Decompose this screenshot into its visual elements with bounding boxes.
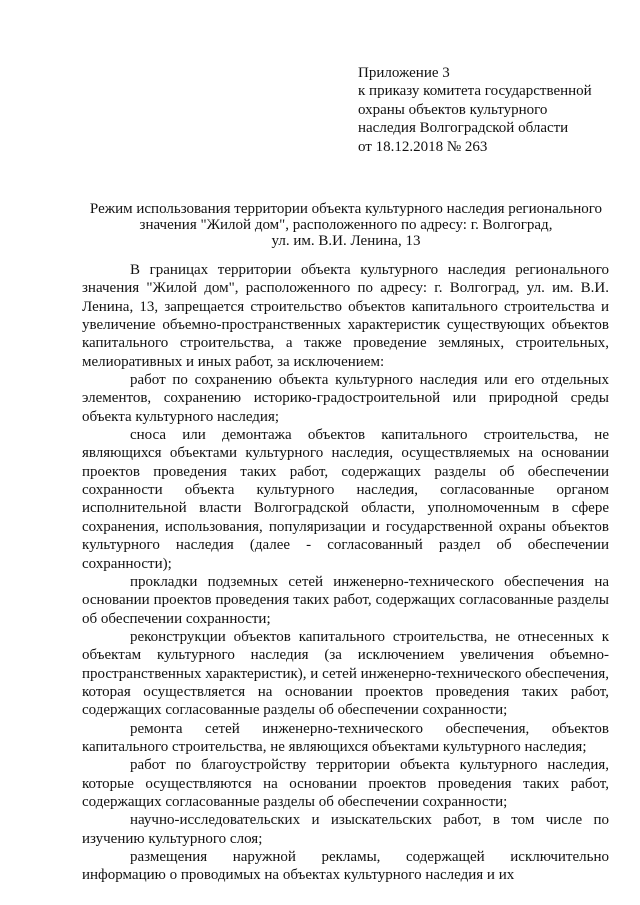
- title-line: ул. им. В.И. Ленина, 13: [271, 233, 421, 249]
- appendix-order-date: от 18.12.2018 № 263: [358, 138, 488, 155]
- paragraph-item: ремонта сетей инженерно-технического обеспечения, объектов капитального строительства, не являющихся объектами культурного наследия;: [82, 720, 609, 755]
- title-line: Режим использования территории объекта культурного наследия регионального: [89, 201, 603, 217]
- appendix-region-line: наследия Волгоградской области: [358, 120, 569, 137]
- appendix-number: Приложение 3: [358, 65, 450, 81]
- title-line: значения "Жилой дом", расположенного по адресу: г. Волгоград,: [139, 217, 553, 233]
- appendix-committee-line: охраны объектов культурного: [358, 101, 548, 118]
- appendix-header: [358, 64, 608, 156]
- paragraph-item: работ по сохранению объекта культурного наследия или его отдельных элементов, сохранению историко-градостроительной или природной среды объекта культурного наследия;: [82, 372, 609, 425]
- paragraph-intro: В границах территории объекта культурного наследия регионального значения "Жилой дом", расположенного по адресу: г. Волгоград, ул. им. В.И. Ленина, 13, запрещается строительство объектов капитального строительства и увеличение объемно-пространственных характеристик существующих объектов капитального строительства, а также проведение земляных, строительных, мелиоративных и иных работ, за исключением:: [82, 262, 609, 370]
- paragraph-item: прокладки подземных сетей инженерно-технического обеспечения на основании проектов проведения таких работ, содержащих согласованные разделы об обеспечении сохранности;: [82, 573, 609, 627]
- appendix-order-line: к приказу комитета государственной: [358, 83, 592, 100]
- paragraph-item: научно-исследовательских и изыскательских работ, в том числе по изучению культурного слоя;: [82, 812, 609, 847]
- document-title: [82, 201, 610, 249]
- paragraph-item: реконструкции объектов капитального строительства, не отнесенных к объектам культурного наследия (за исключением увеличения объемно-пространственных характеристик), и сетей инженерно-технического обеспечения, которая осуществляется на основании проектов проведения таких работ, содержащих согласованные разделы об обеспечении сохранности;: [82, 628, 609, 719]
- paragraph-item: сноса или демонтажа объектов капитального строительства, не являющихся объектами культурного наследия, осуществляемых на основании проектов проведения таких работ, содержащих разделы об обеспечении сохранности объекта культурного наследия, согласованные органом исполнительной власти Волгоградской области, уполномоченным в сфере сохранения, использования, популяризации и государственной охраны объектов культурного наследия (далее - согласованный раздел об обеспечении сохранности);: [82, 427, 609, 572]
- paragraph-item: размещения наружной рекламы, содержащей исключительно информацию о проводимых на объектах культурного наследия и их: [82, 849, 609, 884]
- paragraph-item: работ по благоустройству территории объекта культурного наследия, которые осуществляются на основании проектов проведения таких работ, содержащих согласованные разделы об обеспечении сохранности;: [82, 757, 609, 810]
- document-body: [82, 261, 609, 885]
